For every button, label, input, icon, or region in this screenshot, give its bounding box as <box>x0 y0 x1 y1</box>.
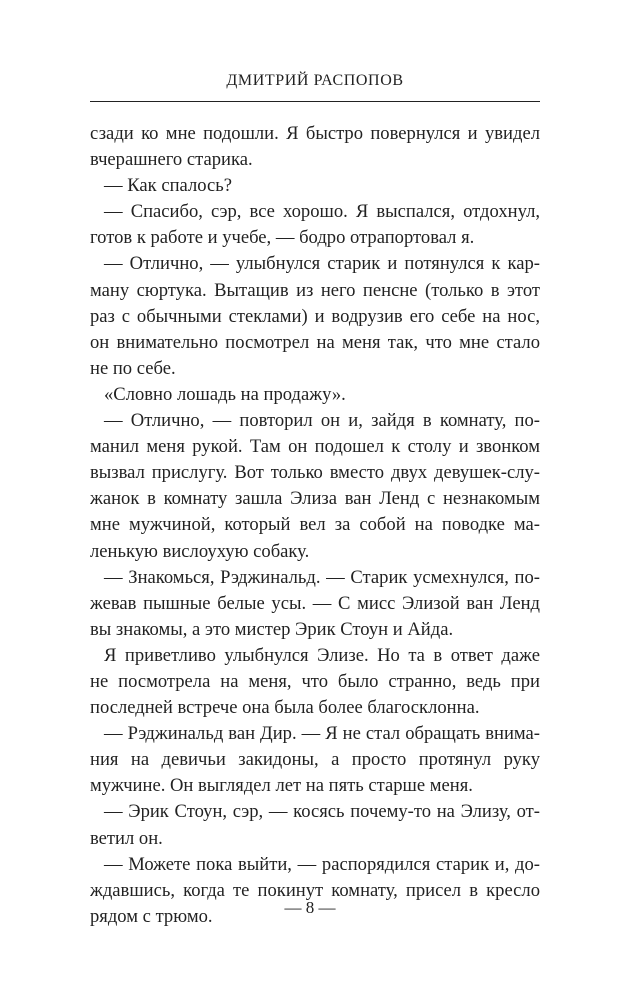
header-rule <box>90 101 540 102</box>
text-line: раз с обычными стеклами) и водрузив его себе на нос, <box>90 305 540 327</box>
text-line: он внимательно посмотрел на меня так, что мне стало <box>90 331 540 353</box>
body-text <box>90 121 540 930</box>
text-line: Я приветливо улыбнулся Элизе. Но та в ответ даже <box>104 644 540 666</box>
text-line: ману сюртука. Вытащив из него пенсне (только в этот <box>90 279 540 301</box>
text-line: ветил он. <box>90 827 163 849</box>
running-head-title: ДМИТРИЙ РАСПОПОВ <box>226 72 404 89</box>
text-line: сзади ко мне подошли. Я быстро повернулся и увидел <box>90 123 540 144</box>
text-line: жанок в комнату зашла Элиза ван Ленд с незнакомым <box>90 488 540 510</box>
text-line: последней встрече она была более благосклонна. <box>90 697 480 719</box>
text-line: — Эрик Стоун, сэр, — косясь почему-то на Элизу, от- <box>104 801 540 823</box>
text-line: — Отлично, — повторил он и, зайдя в комнату, по- <box>104 410 540 432</box>
text-line: мне мужчиной, который вел за собой на поводке ма- <box>90 514 540 536</box>
text-line: рядом с трюмо. <box>90 905 213 927</box>
text-line: — Как спалось? <box>104 175 232 197</box>
text-line: ленькую вислоухую собаку. <box>90 540 310 562</box>
text-line: — Знакомься, Рэджинальд. — Старик усмехнулся, по- <box>104 566 540 588</box>
text-line: не посмотрела на меня, что было странно, ведь при <box>90 670 540 692</box>
text-line: — Спасибо, сэр, все хорошо. Я выспался, отдохнул, <box>104 201 540 223</box>
text-line: жевав пышные белые усы. — С мисс Элизой ван Ленд <box>90 592 540 614</box>
text-line: ждавшись, когда те покинут комнату, присел в кресло <box>90 879 540 901</box>
text-line: ния на девичьи закидоны, а просто протянул руку <box>90 749 540 771</box>
text-line: — Рэджинальд ван Дир. — Я не стал обращать внима- <box>104 723 540 745</box>
page-number: — 8 — <box>284 898 336 917</box>
text-line: — Отлично, — улыбнулся старик и потянулся к кар- <box>104 253 540 275</box>
text-line: вы знакомы, а это мистер Эрик Стоун и Айда. <box>90 618 454 640</box>
text-line: манил меня рукой. Там он подошел к столу и звонком <box>90 436 540 458</box>
text-line: мужчине. Он выглядел лет на пять старше меня. <box>90 775 473 797</box>
text-line: «Словно лошадь на продажу». <box>104 383 346 405</box>
text-line: не по себе. <box>90 357 176 379</box>
text-line: — Можете пока выйти, — распорядился старик и, до- <box>104 853 540 875</box>
text-line: готов к работе и учебе, — бодро отрапортовал я. <box>90 227 475 249</box>
text-line: вчерашнего старика. <box>90 149 253 171</box>
text-line: вызвал прислугу. Вот только вместо двух девушек-слу- <box>90 462 540 484</box>
